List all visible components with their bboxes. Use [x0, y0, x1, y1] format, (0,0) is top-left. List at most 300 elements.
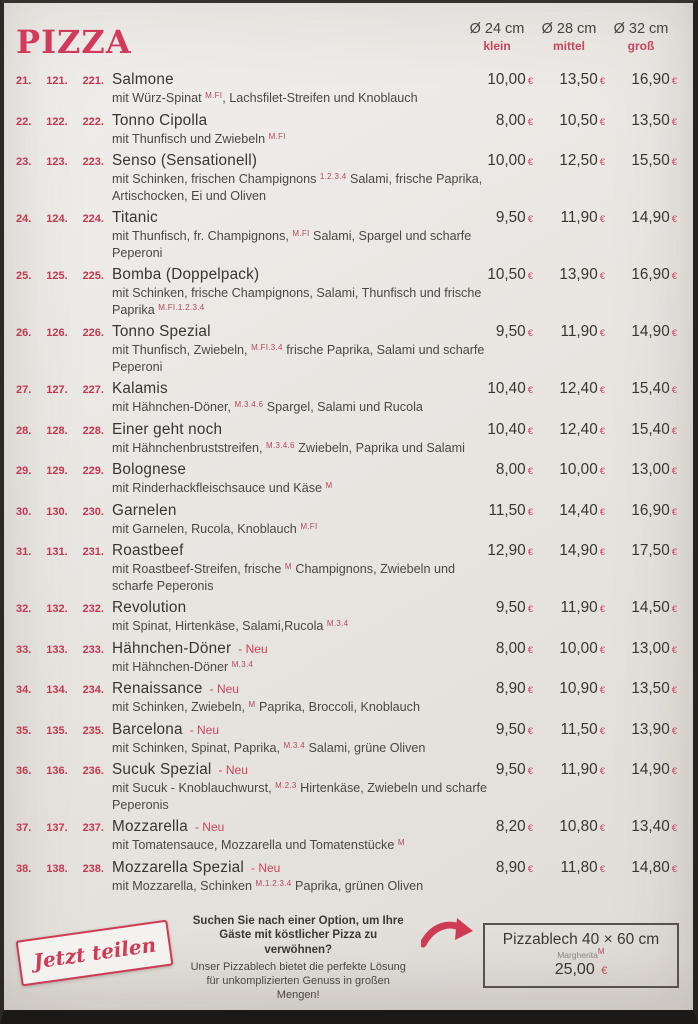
item-number: 21.: [16, 75, 32, 87]
item-number: 25.: [16, 270, 32, 282]
item-number: 38.: [16, 862, 32, 875]
item-number: 27.: [16, 384, 32, 396]
menu-item: [16, 859, 677, 895]
item-number: 126.: [46, 327, 68, 339]
item-name-wrap: [112, 502, 177, 520]
price: [605, 421, 677, 439]
euro-symbol: €: [527, 766, 533, 777]
price-value: 16,90: [631, 501, 670, 519]
item-neu-label: - Neu: [209, 682, 239, 696]
item-neu-label: - Neu: [238, 641, 268, 656]
allergen-superscript: M.2.3: [275, 781, 297, 790]
euro-symbol: €: [599, 547, 605, 558]
price: [533, 461, 605, 479]
item-name-wrap: [112, 323, 211, 341]
item-main-row: [16, 209, 677, 227]
item-description: mit Schinken, frische Champignons, Salami, Thunfisch und frische Paprika $^{M.FI.1.2.3.4}$: [112, 286, 482, 317]
euro-symbol: €: [599, 644, 605, 656]
price-value: 9,50: [495, 761, 526, 778]
price-value: 11,50: [560, 720, 598, 738]
euro-symbol: €: [599, 76, 605, 87]
item-description: mit Sucuk - Knoblauchwurst, $^{M.2.3}$ Hirtenkäse, Zwiebeln und scharfe Peperonis: [112, 781, 488, 812]
item-name: Mozzarella: [112, 818, 188, 835]
item-name: Hähnchen-Döner: [112, 639, 232, 657]
item-number: 238.: [82, 862, 104, 875]
item-name-wrap: [112, 640, 268, 658]
item-description: mit Schinken, Zwiebeln, $^M$ Paprika, Broccoli, Knoblauch: [112, 700, 420, 714]
euro-symbol: €: [599, 466, 605, 477]
item-number: 134.: [46, 684, 68, 696]
price-value: 10,00: [559, 639, 598, 657]
item-number: 30.: [16, 505, 32, 518]
euro-symbol: €: [601, 965, 608, 978]
euro-symbol: €: [527, 604, 533, 615]
item-numbers: [16, 603, 104, 615]
offer-price-value: 25,00: [554, 961, 595, 979]
price: [605, 461, 677, 479]
euro-symbol: €: [599, 425, 605, 437]
curved-arrow-icon: [421, 916, 473, 955]
item-main-row: [16, 542, 677, 560]
item-number: 237.: [82, 822, 104, 834]
euro-symbol: €: [671, 76, 677, 87]
item-name-wrap: [112, 380, 168, 398]
euro-symbol: €: [599, 766, 605, 777]
item-prices: [461, 721, 677, 739]
price: [461, 380, 533, 398]
item-number: 121.: [46, 75, 68, 87]
price: [533, 323, 605, 341]
euro-symbol: €: [599, 506, 605, 518]
item-prices: [461, 859, 677, 877]
item-numbers: [16, 863, 104, 875]
item-numbers: [16, 644, 104, 656]
offer-price: [491, 961, 671, 979]
price-value: 11,80: [560, 858, 598, 876]
item-number: 132.: [46, 603, 68, 615]
price: [605, 266, 677, 284]
price-value: 14,50: [631, 599, 670, 616]
price-value: 11,90: [560, 323, 598, 340]
euro-symbol: €: [527, 271, 533, 282]
price-value: 14,80: [631, 858, 670, 876]
price: [605, 640, 677, 658]
item-number: 128.: [46, 424, 68, 437]
price-value: 13,50: [631, 680, 670, 697]
item-prices: [461, 461, 677, 479]
item-number: 127.: [46, 384, 68, 396]
price: [461, 680, 533, 698]
allergen-superscript: M.3.4: [231, 659, 254, 669]
item-name-wrap: [112, 266, 259, 284]
menu-item: [16, 542, 677, 594]
price-value: 13,40: [631, 818, 670, 835]
price: [533, 209, 605, 227]
item-prices: [461, 599, 677, 617]
item-name-wrap: [112, 112, 207, 130]
item-number: 226.: [82, 327, 104, 339]
price: [533, 761, 605, 779]
price: [461, 761, 533, 779]
item-prices: [461, 640, 677, 658]
euro-symbol: €: [599, 385, 605, 396]
diameter-label: Ø 28 cm: [541, 21, 597, 37]
item-name: Revolution: [112, 599, 187, 616]
item-number: 35.: [16, 724, 32, 737]
euro-symbol: €: [527, 116, 533, 128]
item-numbers: [16, 546, 104, 558]
item-numbers: [16, 116, 104, 128]
price-value: 15,40: [631, 420, 670, 438]
item-prices: [461, 818, 677, 836]
price: [605, 502, 677, 520]
item-number: 125.: [46, 270, 68, 282]
price-value: 15,50: [631, 152, 670, 169]
price: [461, 421, 533, 439]
price: [533, 680, 605, 698]
offer-box: [483, 923, 679, 988]
price: [605, 680, 677, 698]
price-value: 9,50: [495, 209, 526, 226]
price-value: 10,80: [559, 818, 598, 835]
size-column-klein: [461, 21, 533, 53]
item-number: 236.: [82, 765, 104, 777]
price-value: 13,50: [631, 111, 670, 129]
menu-item: [16, 721, 677, 757]
price-value: 16,90: [631, 266, 670, 283]
share-badge: Jetzt teilen: [16, 919, 174, 986]
menu-item: [16, 461, 677, 497]
price: [605, 542, 677, 560]
menu-item: [16, 640, 677, 676]
price-value: 11,90: [560, 761, 598, 778]
price: [605, 380, 677, 398]
offer-subtitle: Margherita$^M$: [557, 947, 605, 961]
price-value: 10,50: [559, 111, 598, 129]
item-number: 124.: [46, 213, 68, 225]
diameter-label: Ø 32 cm: [613, 21, 669, 37]
price-value: 8,90: [495, 680, 526, 697]
price-value: 12,90: [487, 542, 526, 559]
price-value: 14,90: [631, 209, 670, 226]
diameter-label: Ø 24 cm: [469, 21, 525, 37]
price: [533, 112, 605, 130]
item-number: 229.: [82, 465, 104, 477]
item-name-wrap: [112, 680, 239, 698]
euro-symbol: €: [527, 863, 533, 875]
item-name: Mozzarella Spezial: [112, 858, 244, 876]
item-main-row: [16, 502, 677, 520]
item-name: Roastbeef: [112, 542, 184, 559]
item-prices: [461, 502, 677, 520]
price-value: 8,20: [495, 818, 526, 835]
euro-symbol: €: [599, 214, 605, 225]
size-name-label: mittel: [552, 39, 585, 53]
euro-symbol: €: [527, 506, 533, 518]
allergen-superscript: M.FI: [300, 521, 318, 531]
euro-symbol: €: [671, 271, 677, 282]
euro-symbol: €: [671, 766, 677, 777]
item-prices: [461, 680, 677, 698]
price-value: 10,50: [487, 266, 526, 283]
euro-symbol: €: [599, 725, 605, 737]
euro-symbol: €: [671, 466, 677, 477]
item-name-wrap: [112, 761, 248, 779]
price: [461, 209, 533, 227]
euro-symbol: €: [527, 823, 533, 834]
euro-symbol: €: [599, 685, 605, 696]
item-prices: [461, 421, 677, 439]
price: [461, 323, 533, 341]
euro-symbol: €: [671, 823, 677, 834]
item-name: Senso (Sensationell): [112, 152, 258, 169]
menu-item: [16, 380, 677, 416]
item-number: 28.: [16, 424, 32, 437]
item-description: mit Thunfisch, Zwiebeln, $^{M.FI.3.4}$ frische Paprika, Salami und scharfe Peperoni: [112, 343, 485, 374]
item-main-row: [16, 859, 677, 877]
menu-item: [16, 112, 677, 148]
euro-symbol: €: [599, 328, 605, 339]
menu-header: [16, 15, 677, 61]
menu-item: [16, 761, 677, 813]
allergen-superscript: 1.2.3.4: [319, 172, 347, 181]
size-name-label: groß: [627, 39, 655, 53]
menu-item: [16, 680, 677, 716]
item-description: mit Roastbeef-Streifen, frische $^M$ Champignons, Zwiebeln und scharfe Peperonis: [112, 562, 455, 593]
price-value: 13,00: [631, 461, 670, 478]
item-name-wrap: [112, 542, 184, 560]
price: [605, 323, 677, 341]
price-value: 10,00: [559, 461, 598, 478]
item-main-row: [16, 152, 677, 170]
item-description: mit Thunfisch und Zwiebeln $^{M.FI}$: [112, 131, 286, 146]
item-numbers: [16, 822, 104, 834]
euro-symbol: €: [599, 271, 605, 282]
item-numbers: [16, 765, 104, 777]
item-main-row: [16, 323, 677, 341]
item-number: 233.: [82, 643, 104, 656]
item-name: Tonno Spezial: [112, 323, 211, 340]
euro-symbol: €: [527, 644, 533, 656]
item-number: 24.: [16, 213, 32, 225]
item-number: 131.: [46, 546, 68, 558]
item-number: 31.: [16, 546, 32, 558]
price-value: 10,40: [487, 380, 526, 397]
euro-symbol: €: [671, 863, 677, 875]
item-description: mit Schinken, frischen Champignons $^{1.2.3.4}$ Salami, frische Paprika, Artischocken, Ei und Oliven: [112, 172, 483, 203]
item-prices: [461, 761, 677, 779]
footer-answer: Unser Pizzablech bietet die perfekte Lösung für unkomplizierten Genuss in großen Mengen!: [190, 961, 406, 1001]
price: [461, 461, 533, 479]
price-value: 16,90: [631, 71, 670, 88]
item-main-row: [16, 640, 677, 658]
item-number: 136.: [46, 765, 68, 777]
allergen-superscript: M.3.4.6: [234, 400, 264, 409]
euro-symbol: €: [527, 157, 533, 168]
price-value: 12,40: [559, 380, 598, 397]
price-value: 11,90: [560, 599, 598, 616]
item-neu-label: - Neu: [218, 763, 248, 777]
price-value: 8,00: [495, 639, 526, 657]
price: [533, 640, 605, 658]
item-numbers: [16, 75, 104, 87]
item-name: Bomba (Doppelpack): [112, 266, 260, 283]
item-prices: [461, 112, 677, 130]
item-description: mit Hähnchen-Döner, $^{M.3.4.6}$ Spargel, Salami und Rucola: [112, 400, 423, 414]
price-value: 10,90: [559, 680, 598, 697]
price: [605, 818, 677, 836]
price: [605, 761, 677, 779]
item-number: 222.: [82, 115, 104, 128]
price-value: 14,90: [631, 323, 670, 340]
allergen-superscript: M.3.4: [283, 740, 306, 750]
item-number: 224.: [82, 213, 104, 225]
price: [605, 112, 677, 130]
allergen-superscript: M: [284, 562, 292, 571]
item-main-row: [16, 461, 677, 479]
euro-symbol: €: [527, 466, 533, 477]
item-prices: [461, 209, 677, 227]
price: [605, 71, 677, 89]
item-name: Kalamis: [112, 380, 168, 397]
item-name-wrap: [112, 599, 186, 617]
item-number: 33.: [16, 643, 32, 656]
price-value: 8,00: [495, 461, 526, 478]
item-name-wrap: [112, 152, 257, 170]
item-numbers: [16, 156, 104, 168]
price-value: 14,90: [631, 761, 670, 778]
item-number: 37.: [16, 822, 32, 834]
price-value: 14,40: [559, 501, 598, 519]
price-value: 13,90: [631, 720, 670, 738]
item-name-wrap: [112, 421, 222, 439]
offer-title: Pizzablech 40 × 60 cm: [502, 931, 660, 949]
item-number: 26.: [16, 327, 32, 339]
item-prices: [461, 152, 677, 170]
price-value: 8,00: [495, 111, 526, 129]
price: [461, 502, 533, 520]
price-value: 8,90: [495, 858, 526, 876]
price: [533, 71, 605, 89]
item-numbers: [16, 327, 104, 339]
price-value: 12,50: [559, 152, 598, 169]
euro-symbol: €: [527, 385, 533, 396]
price: [461, 721, 533, 739]
item-main-row: [16, 761, 677, 779]
item-number: 232.: [82, 603, 104, 615]
item-main-row: [16, 112, 677, 130]
item-numbers: [16, 425, 104, 437]
euro-symbol: €: [671, 116, 677, 128]
price-value: 12,40: [559, 420, 598, 438]
price: [533, 818, 605, 836]
price: [533, 152, 605, 170]
item-main-row: [16, 380, 677, 398]
item-number: 231.: [82, 546, 104, 558]
item-main-row: [16, 266, 677, 284]
item-prices: [461, 266, 677, 284]
item-numbers: [16, 725, 104, 737]
item-numbers: [16, 465, 104, 477]
item-name: Sucuk Spezial: [112, 761, 212, 778]
price-value: 14,90: [559, 542, 598, 559]
item-name-wrap: [112, 859, 280, 877]
menu-item: [16, 71, 677, 107]
allergen-superscript: M.FI: [292, 229, 310, 238]
item-name: Tonno Cipolla: [112, 111, 208, 129]
euro-symbol: €: [671, 425, 677, 437]
menu-item: [16, 152, 677, 204]
item-description: mit Hähnchen-Döner $^{M.3.4}$: [112, 659, 254, 674]
allergen-superscript: M.FI: [268, 131, 286, 141]
price-value: 10,40: [487, 420, 526, 438]
menu-item: [16, 323, 677, 375]
item-name-wrap: [112, 818, 224, 836]
item-number: 223.: [82, 156, 104, 168]
item-number: 228.: [82, 424, 104, 437]
price: [605, 209, 677, 227]
item-number: 221.: [82, 75, 104, 87]
item-prices: [461, 71, 677, 89]
item-description: mit Würz-Spinat $^{M.FI}$, Lachsfilet-Streifen und Knoblauch: [112, 91, 418, 105]
item-prices: [461, 323, 677, 341]
item-main-row: [16, 680, 677, 698]
allergen-superscript: M.FI.3.4: [251, 343, 283, 352]
price: [533, 599, 605, 617]
euro-symbol: €: [599, 116, 605, 128]
allergen-superscript: M.3.4.6: [266, 440, 295, 450]
item-main-row: [16, 599, 677, 617]
allergen-superscript: M.3.4: [326, 619, 349, 628]
euro-symbol: €: [527, 76, 533, 87]
item-numbers: [16, 270, 104, 282]
euro-symbol: €: [671, 685, 677, 696]
footer-question: Suchen Sie nach einer Option, um Ihre Gäste mit köstlicher Pizza zu verwöhnen?: [192, 914, 404, 956]
menu-item: [16, 818, 677, 854]
price: [533, 542, 605, 560]
price: [461, 152, 533, 170]
item-prices: [461, 380, 677, 398]
item-number: 32.: [16, 603, 32, 615]
page-title: PIZZA: [16, 23, 132, 61]
euro-symbol: €: [671, 644, 677, 656]
item-name: Titanic: [112, 209, 158, 226]
item-description: mit Tomatensauce, Mozzarella und Tomatenstücke $^M$: [112, 838, 405, 852]
allergen-superscript: M: [325, 481, 333, 490]
item-name-wrap: [112, 209, 158, 227]
price-value: 13,90: [559, 266, 598, 283]
price: [605, 721, 677, 739]
menu-item: [16, 209, 677, 261]
item-description: mit Spinat, Hirtenkäse, Salami,Rucola $^{M.3.4}$: [112, 619, 349, 633]
item-prices: [461, 542, 677, 560]
price: [461, 640, 533, 658]
allergen-superscript: M.FI.1.2.3.4: [158, 302, 205, 312]
size-name-label: klein: [483, 39, 511, 53]
item-numbers: [16, 213, 104, 225]
item-number: 234.: [82, 684, 104, 696]
item-name: Bolognese: [112, 461, 187, 478]
item-main-row: [16, 721, 677, 739]
euro-symbol: €: [671, 604, 677, 615]
euro-symbol: €: [671, 547, 677, 558]
item-number: 227.: [82, 384, 104, 396]
item-numbers: [16, 506, 104, 518]
item-description: mit Thunfisch, fr. Champignons, $^{M.FI}$ Salami, Spargel und scharfe Peperoni: [112, 229, 472, 260]
size-column-gross: [605, 21, 677, 53]
euro-symbol: €: [599, 823, 605, 834]
item-main-row: [16, 71, 677, 89]
